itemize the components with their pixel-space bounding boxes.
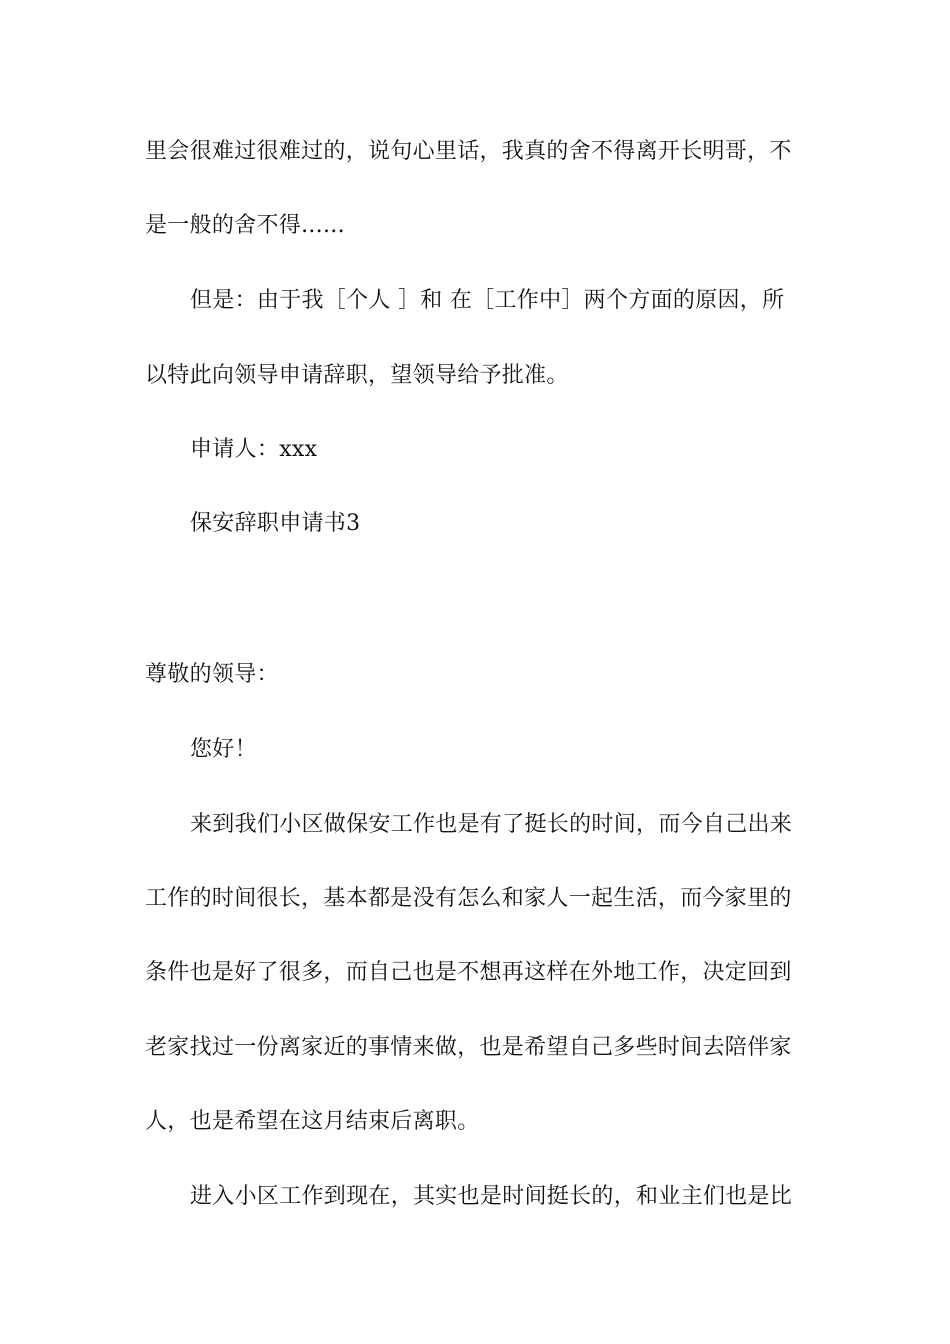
paragraph-line: 以特此向领导申请辞职，望领导给予批准。	[145, 363, 569, 388]
paragraph-line: 工作的时间很长，基本都是没有怎么和家人一起生活，而今家里的	[145, 886, 792, 911]
paragraph-line: 进入小区工作到现在，其实也是时间挺长的，和业主们也是比	[190, 1184, 793, 1209]
paragraph-line: 是一般的舍不得......	[145, 213, 345, 238]
section-title: 保安辞职申请书3	[190, 511, 361, 536]
paragraph-line: 人，也是希望在这月结束后离职。	[145, 1109, 480, 1134]
paragraph-line: 来到我们小区做保安工作也是有了挺长的时间，而今自己出来	[190, 812, 793, 837]
greeting: 您好！	[190, 737, 257, 762]
paragraph-line: 条件也是好了很多，而自己也是不想再这样在外地工作，决定回到	[145, 960, 792, 985]
paragraph-line: 里会很难过很难过的，说句心里话，我真的舍不得离开长明哥，不	[145, 139, 792, 164]
paragraph-line: 老家找过一份离家近的事情来做，也是希望自己多些时间去陪伴家	[145, 1035, 792, 1060]
paragraph-line: 但是：由于我［个人 ］和 在［工作中］两个方面的原因，所	[190, 288, 785, 313]
signature-line: 申请人：xxx	[190, 437, 318, 462]
salutation: 尊敬的领导：	[145, 662, 279, 687]
